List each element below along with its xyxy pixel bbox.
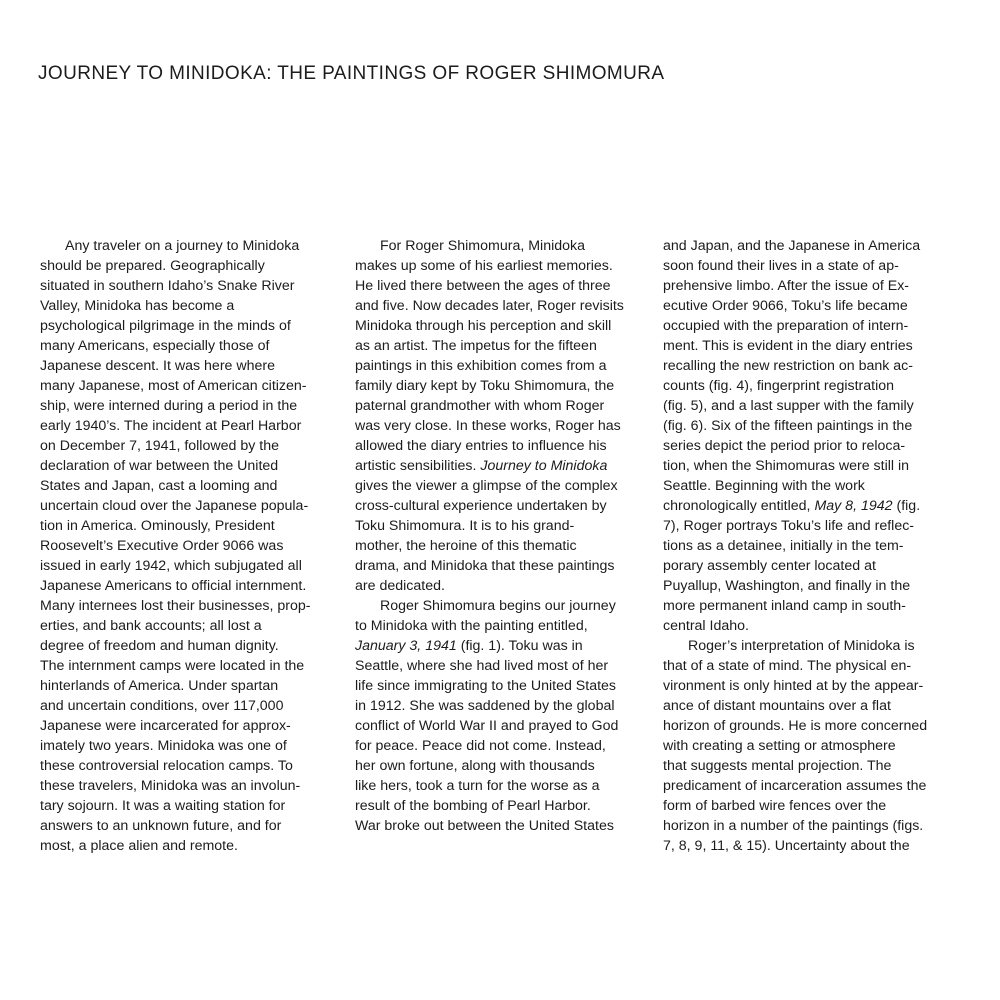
text-line: He lived there between the ages of three bbox=[355, 278, 611, 294]
text-line: uncertain cloud over the Japanese popula- bbox=[40, 498, 309, 514]
page-title: JOURNEY TO MINIDOKA: THE PAINTINGS OF ROGER SHIMOMURA bbox=[38, 63, 665, 84]
text-line: horizon in a number of the paintings (figs. bbox=[663, 818, 924, 834]
text-line: degree of freedom and human dignity. bbox=[40, 638, 279, 654]
text-line: life since immigrating to the United States bbox=[355, 678, 617, 694]
text-line: Roosevelt’s Executive Order 9066 was bbox=[40, 538, 284, 554]
text-line: predicament of incarceration assumes the bbox=[663, 778, 927, 794]
text-line: tion in America. Ominously, President bbox=[40, 518, 275, 534]
text-line: For Roger Shimomura, Minidoka bbox=[380, 238, 586, 254]
text-column-2 bbox=[355, 236, 655, 836]
text-column-3 bbox=[663, 236, 963, 856]
text-line: like hers, took a turn for the worse as a bbox=[355, 778, 600, 794]
text-line: counts (fig. 4), fingerprint registration bbox=[663, 378, 895, 394]
text-line: Roger’s interpretation of Minidoka is bbox=[688, 638, 915, 654]
text-line: ance of distant mountains over a flat bbox=[663, 698, 891, 714]
text-line: imately two years. Minidoka was one of bbox=[40, 738, 287, 754]
text-line: situated in southern Idaho’s Snake River bbox=[40, 278, 295, 294]
text-line: ship, were interned during a period in the bbox=[40, 398, 298, 414]
text-line: Many internees lost their businesses, prop- bbox=[40, 598, 311, 614]
text-line: most, a place alien and remote. bbox=[40, 838, 238, 854]
text-line: as an artist. The impetus for the fifteen bbox=[355, 338, 597, 354]
text-line: Toku Shimomura. It is to his grand- bbox=[355, 518, 575, 534]
text-line: with creating a setting or atmosphere bbox=[663, 738, 896, 754]
text-line: for peace. Peace did not come. Instead, bbox=[355, 738, 606, 754]
text-line: and five. Now decades later, Roger revisits bbox=[355, 298, 624, 314]
text-line: these travelers, Minidoka was an involun- bbox=[40, 778, 301, 794]
text-line: these controversial relocation camps. To bbox=[40, 758, 293, 774]
text-line: on December 7, 1941, followed by the bbox=[40, 438, 279, 454]
text-line: Roger Shimomura begins our journey bbox=[380, 598, 616, 614]
text-line: drama, and Minidoka that these paintings bbox=[355, 558, 615, 574]
text-line: cross-cultural experience undertaken by bbox=[355, 498, 607, 514]
text-line bbox=[355, 456, 655, 476]
text-line: soon found their lives in a state of ap- bbox=[663, 258, 899, 274]
text-line: horizon of grounds. He is more concerned bbox=[663, 718, 928, 734]
text-line: and uncertain conditions, over 117,000 bbox=[40, 698, 284, 714]
text-line: central Idaho. bbox=[663, 618, 749, 634]
text-span: chronologically entitled, bbox=[663, 498, 811, 514]
text-line: paintings in this exhibition comes from a bbox=[355, 358, 607, 374]
text-line: her own fortune, along with thousands bbox=[355, 758, 595, 774]
text-line: Seattle. Beginning with the work bbox=[663, 478, 865, 494]
text-line: Seattle, where she had lived most of her bbox=[355, 658, 609, 674]
text-line: vironment is only hinted at by the appear- bbox=[663, 678, 924, 694]
text-line: declaration of war between the United bbox=[40, 458, 279, 474]
text-line: gives the viewer a glimpse of the complex bbox=[355, 478, 618, 494]
text-line: paternal grandmother with whom Roger bbox=[355, 398, 605, 414]
text-line: Any traveler on a journey to Minidoka bbox=[65, 238, 300, 254]
text-line: are dedicated. bbox=[355, 578, 445, 594]
text-line: was very close. In these works, Roger has bbox=[355, 418, 621, 434]
text-line bbox=[663, 496, 963, 516]
text-line: Minidoka through his perception and skill bbox=[355, 318, 612, 334]
text-line: issued in early 1942, which subjugated all bbox=[40, 558, 302, 574]
text-line: Japanese descent. It was here where bbox=[40, 358, 276, 374]
text-line: recalling the new restriction on bank ac- bbox=[663, 358, 913, 374]
text-line: ecutive Order 9066, Toku’s life became bbox=[663, 298, 908, 314]
text-line: family diary kept by Toku Shimomura, the bbox=[355, 378, 615, 394]
text-line: erties, and bank accounts; all lost a bbox=[40, 618, 262, 634]
text-line: War broke out between the United States bbox=[355, 818, 614, 834]
text-line bbox=[355, 636, 655, 656]
italic-title: January 3, 1941 bbox=[355, 638, 457, 654]
text-line: Japanese Americans to official internment. bbox=[40, 578, 307, 594]
text-line: result of the bombing of Pearl Harbor. bbox=[355, 798, 591, 814]
text-line: conflict of World War II and prayed to God bbox=[355, 718, 619, 734]
text-line: porary assembly center located at bbox=[663, 558, 876, 574]
text-line: tions as a detainee, initially in the tem- bbox=[663, 538, 904, 554]
text-line: allowed the diary entries to influence his bbox=[355, 438, 607, 454]
text-line: many Japanese, most of American citizen- bbox=[40, 378, 307, 394]
text-column-1 bbox=[40, 236, 340, 856]
text-line: and Japan, and the Japanese in America bbox=[663, 238, 921, 254]
text-line: States and Japan, cast a looming and bbox=[40, 478, 278, 494]
text-span: (fig. bbox=[896, 498, 921, 514]
text-line: psychological pilgrimage in the minds of bbox=[40, 318, 291, 334]
text-line: (fig. 5), and a last supper with the family bbox=[663, 398, 914, 414]
text-line: should be prepared. Geographically bbox=[40, 258, 265, 274]
text-line: Puyallup, Washington, and finally in the bbox=[663, 578, 911, 594]
text-line: 7), Roger portrays Toku’s life and reflec- bbox=[663, 518, 915, 534]
text-line: to Minidoka with the painting entitled, bbox=[355, 618, 588, 634]
text-line: makes up some of his earliest memories. bbox=[355, 258, 613, 274]
text-line: form of barbed wire fences over the bbox=[663, 798, 887, 814]
text-line: in 1912. She was saddened by the global bbox=[355, 698, 615, 714]
text-line: that suggests mental projection. The bbox=[663, 758, 892, 774]
text-line: many Americans, especially those of bbox=[40, 338, 270, 354]
text-line: mother, the heroine of this thematic bbox=[355, 538, 577, 554]
text-line: (fig. 6). Six of the fifteen paintings in the bbox=[663, 418, 913, 434]
text-line: tion, when the Shimomuras were still in bbox=[663, 458, 910, 474]
text-line: tary sojourn. It was a waiting station for bbox=[40, 798, 286, 814]
text-line: The internment camps were located in the bbox=[40, 658, 305, 674]
text-line: series depict the period prior to reloca- bbox=[663, 438, 906, 454]
text-line: Valley, Minidoka has become a bbox=[40, 298, 235, 314]
text-line: hinterlands of America. Under spartan bbox=[40, 678, 279, 694]
text-line: prehensive limbo. After the issue of Ex- bbox=[663, 278, 910, 294]
text-line: more permanent inland camp in south- bbox=[663, 598, 906, 614]
italic-title: May 8, 1942 bbox=[814, 498, 893, 514]
text-line: ment. This is evident in the diary entries bbox=[663, 338, 913, 354]
text-span: artistic sensibilities. bbox=[355, 458, 477, 474]
text-line: 7, 8, 9, 11, & 15). Uncertainty about the bbox=[663, 838, 910, 854]
text-line: that of a state of mind. The physical en- bbox=[663, 658, 912, 674]
text-span: (fig. 1). Toku was in bbox=[460, 638, 583, 654]
text-line: answers to an unknown future, and for bbox=[40, 818, 282, 834]
text-line: occupied with the preparation of intern- bbox=[663, 318, 909, 334]
text-line: Japanese were incarcerated for approx- bbox=[40, 718, 291, 734]
text-line: early 1940’s. The incident at Pearl Harbor bbox=[40, 418, 302, 434]
italic-title: Journey to Minidoka bbox=[480, 458, 608, 474]
